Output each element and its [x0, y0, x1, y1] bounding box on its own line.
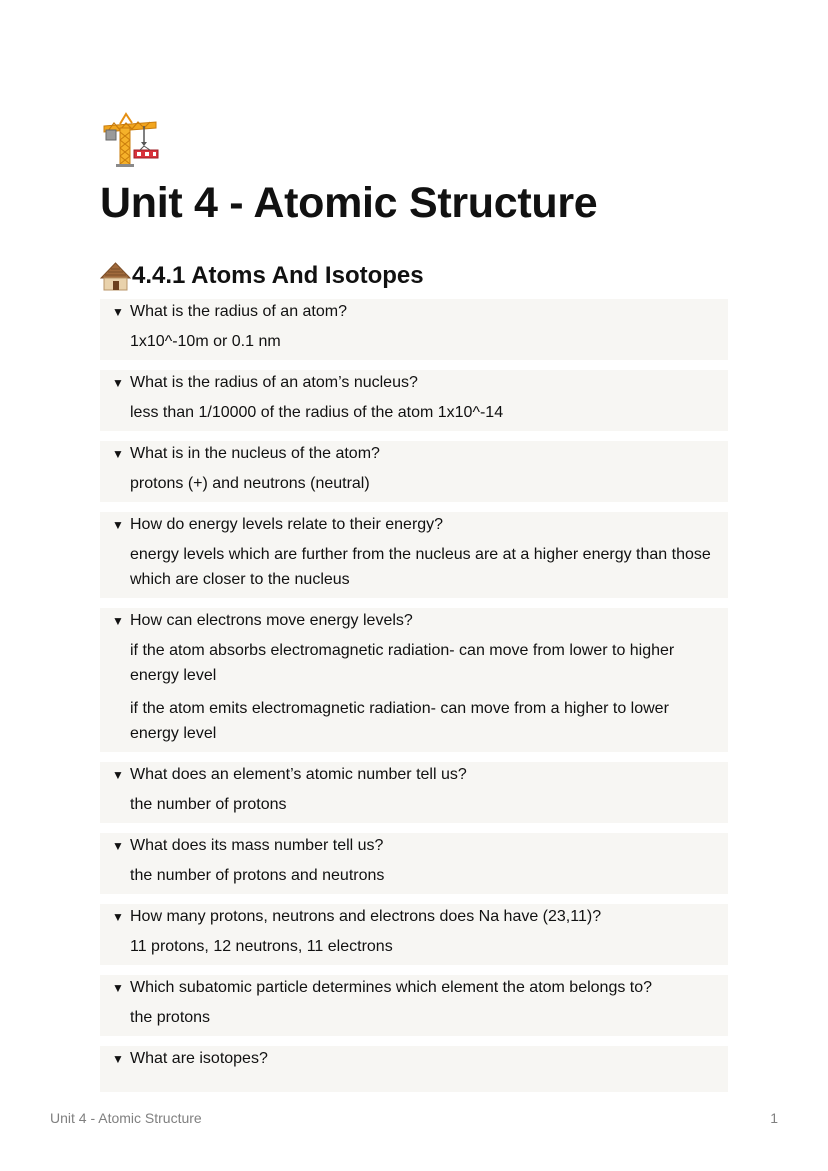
triangle-down-icon[interactable]: ▼	[112, 614, 124, 628]
toggle-answer: protons (+) and neutrons (neutral)	[130, 475, 370, 492]
page-title: Unit 4 - Atomic Structure	[100, 179, 598, 227]
section-heading-text: 4.4.1 Atoms And Isotopes	[132, 262, 424, 289]
toggle-answer: the number of protons and neutrons	[130, 867, 385, 884]
toggle-body	[112, 930, 720, 963]
toggle-question: How many protons, neutrons and electrons does Na have (23,11)?	[130, 908, 602, 925]
toggle-block	[100, 512, 728, 598]
triangle-down-icon[interactable]: ▼	[112, 839, 124, 853]
toggle-block	[100, 299, 728, 360]
toggle-answer: less than 1/10000 of the radius of the atom 1x10^-14	[130, 404, 504, 421]
toggle-header[interactable]	[112, 1046, 720, 1072]
toggle-block	[100, 441, 728, 502]
toggle-header[interactable]	[112, 441, 720, 467]
toggle-answer: the protons	[130, 1009, 211, 1026]
toggle-header[interactable]	[112, 975, 720, 1001]
toggle-header[interactable]	[112, 904, 720, 930]
footer-page-number: 1	[770, 1110, 778, 1126]
toggle-block	[100, 833, 728, 894]
toggle-block	[100, 370, 728, 431]
toggle-answer: if the atom absorbs electromagnetic radiation- can move from lower to higher energy level	[130, 642, 675, 684]
triangle-down-icon[interactable]: ▼	[112, 910, 124, 924]
toggle-question: Which subatomic particle determines which element the atom belongs to?	[130, 979, 653, 996]
toggle-answer: the number of protons	[130, 796, 287, 813]
construction-crane-icon	[100, 112, 162, 168]
triangle-down-icon[interactable]: ▼	[112, 1052, 124, 1066]
toggle-question: How can electrons move energy levels?	[130, 612, 413, 629]
toggle-answer: 11 protons, 12 neutrons, 11 electrons	[130, 938, 393, 955]
toggle-body	[112, 396, 720, 429]
toggle-header[interactable]	[112, 370, 720, 396]
toggle-block	[100, 975, 728, 1036]
toggle-question: How do energy levels relate to their energy?	[130, 516, 444, 533]
toggle-block	[100, 1046, 728, 1092]
toggle-body	[112, 467, 720, 500]
toggle-block	[100, 608, 728, 752]
toggle-header[interactable]	[112, 762, 720, 788]
triangle-down-icon[interactable]: ▼	[112, 376, 124, 390]
toggle-answer: energy levels which are further from the nucleus are at a higher energy than those which are closer to the nucleus	[130, 546, 711, 588]
toggle-question: What is the radius of an atom?	[130, 303, 347, 320]
triangle-down-icon[interactable]: ▼	[112, 981, 124, 995]
toggle-header[interactable]	[112, 299, 720, 325]
toggle-question: What is in the nucleus of the atom?	[130, 445, 380, 462]
section-heading	[100, 258, 424, 294]
toggle-header[interactable]	[112, 833, 720, 859]
toggle-body	[112, 859, 720, 892]
toggle-question: What does an element’s atomic number tell us?	[130, 766, 467, 783]
hut-icon	[100, 261, 131, 291]
toggle-question: What are isotopes?	[130, 1050, 268, 1067]
toggle-header[interactable]	[112, 512, 720, 538]
triangle-down-icon[interactable]: ▼	[112, 447, 124, 461]
footer-document-title: Unit 4 - Atomic Structure	[50, 1110, 202, 1126]
triangle-down-icon[interactable]: ▼	[112, 518, 124, 532]
toggle-block	[100, 904, 728, 965]
toggle-answer: if the atom emits electromagnetic radiation- can move from a higher to lower energy level	[130, 700, 669, 742]
toggle-header[interactable]	[112, 608, 720, 634]
triangle-down-icon[interactable]: ▼	[112, 768, 124, 782]
toggle-body	[112, 788, 720, 821]
toggle-list	[100, 299, 728, 1102]
toggle-answer: 1x10^-10m or 0.1 nm	[130, 333, 281, 350]
toggle-block	[100, 762, 728, 823]
toggle-body	[112, 325, 720, 358]
toggle-question: What does its mass number tell us?	[130, 837, 384, 854]
toggle-body	[112, 538, 720, 596]
triangle-down-icon[interactable]: ▼	[112, 305, 124, 319]
toggle-question: What is the radius of an atom’s nucleus?	[130, 374, 418, 391]
toggle-body	[112, 1001, 720, 1034]
toggle-body	[112, 634, 720, 750]
